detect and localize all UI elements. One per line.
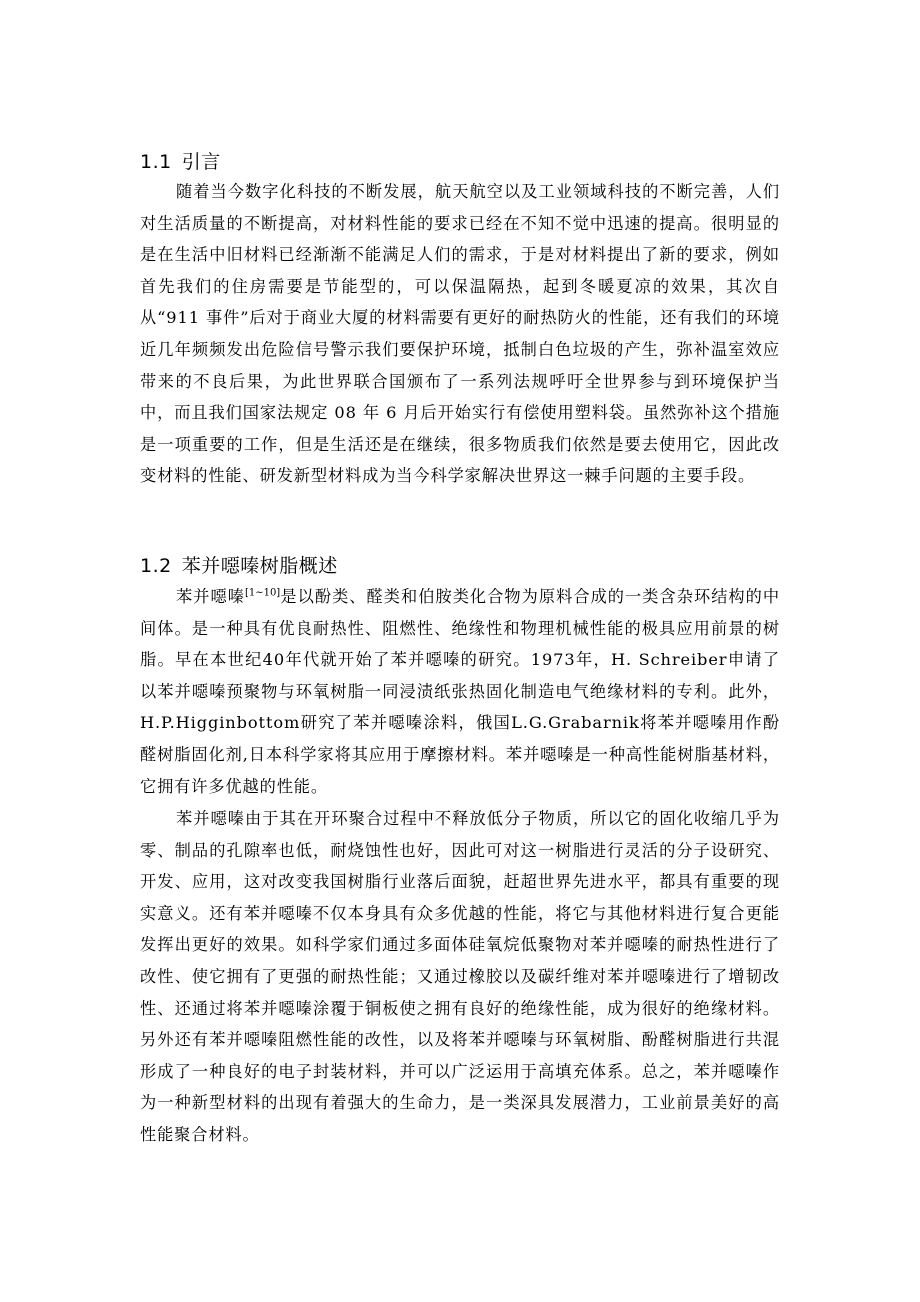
section-number: 1.1 <box>140 151 172 173</box>
paragraph-body-text: 是以酚类、醛类和伯胺类化合物为原料合成的一类含杂环结构的中间体。是一种具有优良耐热性、阻燃性、绝缘性和物理机械性能的极具应用前景的树脂。早在本世纪40年代就开始了苯并噁嗪的研究。1973年，H. Schreiber申请了以苯并噁嗪预聚物与环氧树脂一同浸渍纸张热固化制造电气绝缘材料的专利。此外，H.P.Higginbottom研究了苯并噁嗪涂料，俄国L.G.Grabarnik将苯并噁嗪用作酚醛树脂固化剂,日本科学家将其应用于摩擦材料。苯并噁嗪是一种高性能树脂基材料，它拥有许多优越的性能。 <box>140 587 780 796</box>
section-heading-1-2 <box>140 551 338 578</box>
section-heading-1-1 <box>140 147 221 174</box>
section-title: 苯并噁嗪树脂概述 <box>181 555 338 577</box>
introduction-paragraph: 随着当今数字化科技的不断发展，航天航空以及工业领域科技的不断完善，人们对生活质量的不断提高，对材料性能的要求已经在不知不觉中迅速的提高。很明显的是在生活中旧材料已经渐渐不能满足人们的需求，于是对材料提出了新的要求，例如首先我们的住房需要是节能型的，可以保温隔热，起到冬暖夏凉的效果，其次自从“911 事件”后对于商业大厦的材料需要有更好的耐热防火的性能，还有我们的环境近几年频频发出危险信号警示我们要保护环境，抵制白色垃圾的产生，弥补温室效应带来的不良后果，为此世界联合国颁布了一系列法规呼吁全世界参与到环境保护当中，而且我们国家法规定 08 年 6 月后开始实行有偿使用塑料袋。虽然弥补这个措施是一项重要的工作，但是生活还是在继续，很多物质我们依然是要去使用它，因此改变材料的性能、研发新型材料成为当今科学家解决世界这一棘手问题的主要手段。 <box>140 182 780 486</box>
paragraph-lead-text: 苯并噁嗪 <box>176 587 245 606</box>
section-title: 引言 <box>181 151 221 173</box>
citation-reference: [1~10] <box>244 587 281 599</box>
benzoxazine-overview-paragraph-2: 苯并噁嗪由于其在开环聚合过程中不释放低分子物质，所以它的固化收缩几乎为零、制品的孔隙率也低，耐烧蚀性也好，因此可对这一树脂进行灵活的分子设研究、开发、应用，这对改变我国树脂行业落后面貌，赶超世界先进水平，都具有重要的现实意义。还有苯并噁嗪不仅本身具有众多优越的性能，将它与其他材料进行复合更能发挥出更好的效果。如科学家们通过多面体硅氧烷低聚物对苯并噁嗪的耐热性进行了改性、使它拥有了更强的耐热性能；又通过橡胶以及碳纤维对苯并噁嗪进行了增韧改性、还通过将苯并噁嗪涂覆于铜板使之拥有良好的绝缘性能，成为很好的绝缘材料。另外还有苯并噁嗪阻燃性能的改性，以及将苯并噁嗪与环氧树脂、酚醛树脂进行共混形成了一种良好的电子封装材料，并可以广泛运用于高填充体系。总之，苯并噁嗪作为一种新型材料的出现有着强大的生命力，是一类深具发展潜力，工业前景美好的高性能聚合材料。 <box>140 809 780 1144</box>
benzoxazine-overview-paragraph-1 <box>140 581 780 802</box>
section-number: 1.2 <box>140 555 172 577</box>
